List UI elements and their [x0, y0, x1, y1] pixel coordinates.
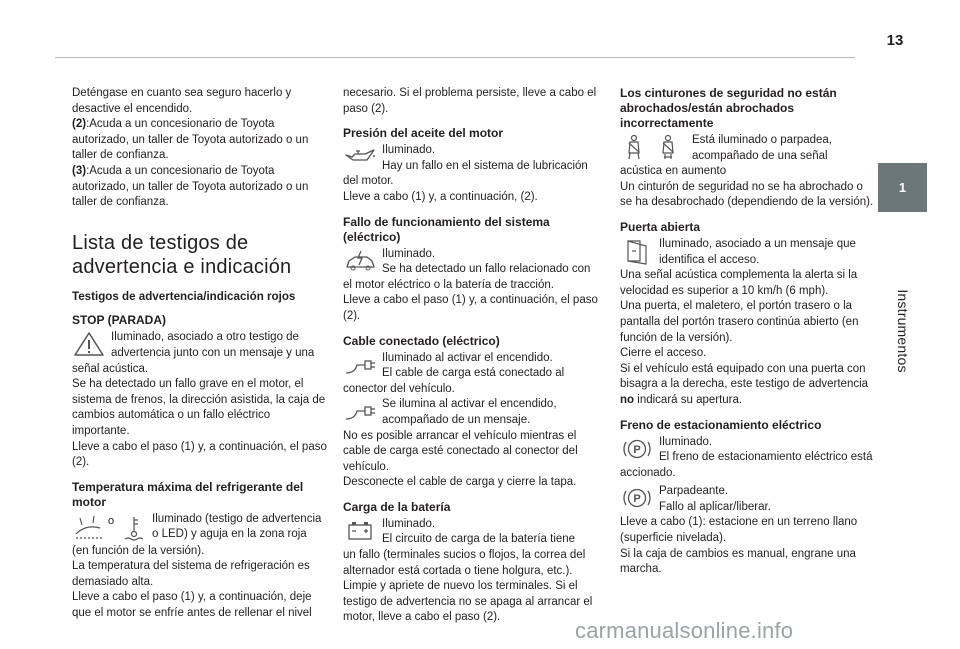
step-3-key: (3) [72, 164, 87, 177]
temp-p3: Lleve a cabo el paso (1) y, a continuación, deje que el motor se enfríe antes de rellenar el nivel [72, 591, 312, 620]
step-3 [72, 164, 328, 211]
elec-p2: Lleve a cabo el paso (1) y, a continuación, el paso (2). [343, 294, 598, 322]
cable-text-2: Se ilumina al activar el encendido, acompañado de un mensaje. [382, 398, 557, 426]
brake-line-2: El freno de estacionamiento eléctrico está [659, 451, 873, 464]
section-tab-number: 1 [898, 180, 907, 195]
temp-entry [72, 512, 328, 544]
svg-text:P: P [633, 443, 641, 456]
belt-entry [620, 133, 878, 164]
oil-can-icon [343, 143, 379, 172]
charging-cable-icon [343, 351, 379, 380]
stop-p2: Se ha detectado un fallo grave en el motor, el sistema de frenos, la dirección asistida, la caja de cambios automática o un fallo eléctrico importante. [72, 378, 326, 437]
step-2-text: :Acuda a un concesionario de Toyota autorizado, un taller de Toyota autorizado o un taller de confianza. [72, 118, 309, 162]
svg-text:P: P [633, 493, 641, 506]
door-text: Iluminado, asociado a un mensaje que identifica el acceso. [659, 237, 856, 266]
temp-text: Iluminado (testigo de advertencia o LED) y aguja en la zona roja [152, 512, 322, 541]
elec-line-2: Se ha detectado un fallo relacionado con [382, 263, 591, 276]
stop-text: Iluminado, asociado a otro testigo de advertencia junto con un mensaje y una [111, 331, 315, 359]
cable-entry [343, 351, 601, 382]
door-open-icon [620, 237, 656, 266]
door-title: Puerta abierta [620, 219, 701, 234]
elec-title: Fallo de funcionamiento del sistema (eléctrico) [343, 214, 550, 244]
coolant-gauge-icon [76, 516, 102, 538]
brake-line-4: Fallo al aplicar/liberar. [659, 500, 771, 513]
battery-icon [343, 517, 379, 546]
temp-rest: (en función de la versión). [72, 544, 205, 557]
section-label [890, 289, 916, 373]
cable-p2: No es posible arrancar el vehículo mientras el cable de carga esté conectado al conector del vehículo. [343, 429, 578, 473]
door-entry [620, 237, 878, 268]
seatbelt-icons [620, 133, 690, 162]
brake-p3: Si la caja de cambios es manual, engrane una marcha. [620, 547, 856, 576]
warning-triangle-icon [72, 330, 108, 359]
seatbelt-icon [663, 136, 673, 160]
battery-rest: un fallo (terminales sucios o flojos, la correa del alternador está cortada o tiene holgura, etc.). [343, 549, 586, 577]
cable-line-2: El cable de carga está conectado al [382, 367, 565, 380]
cable-p3: Desconecte el cable de carga y cierre la tapa. [343, 476, 577, 489]
step-2-key: (2) [72, 118, 87, 131]
temp-p2: La temperatura del sistema de refrigeración es demasiado alta. [72, 560, 310, 588]
oil-line-1: Iluminado. [382, 144, 436, 157]
belt-title: Los cinturones de seguridad no están abrochados/están abrochados incorrectamente [620, 86, 837, 130]
step-3-text: :Acuda a un concesionario de Toyota autorizado, un taller de Toyota autorizado o un taller de confianza. [72, 164, 309, 209]
brake-entry [620, 435, 878, 466]
brake-entry-2 [620, 484, 878, 515]
section-tab[interactable] [878, 163, 927, 212]
elec-entry [343, 247, 601, 278]
page-number: 13 [886, 32, 904, 49]
belt-rest: acústica en aumento [620, 165, 727, 178]
brake-line-1: Iluminado. [659, 435, 713, 448]
brake-title: Freno de estacionamiento eléctrico [620, 417, 822, 432]
column-2 [343, 86, 601, 626]
coolant-thermometer-icon [125, 517, 143, 540]
battery-p2: Limpie y apriete de nuevo los terminales. Si el testigo de advertencia no se apaga al arrancar el motor, lleve a cabo el paso (2). [343, 580, 593, 624]
watermark: carmanualsonline.info [575, 618, 794, 643]
header-rule [55, 57, 855, 58]
stop-p3: Lleve a cabo el paso (1) y, a continuación, el paso (2). [72, 440, 327, 469]
door-rest: Una señal acústica complementa la alerta si la velocidad es superior a 10 km/h (6 mph). [620, 269, 858, 297]
oil-line-2: Hay un fallo en el sistema de lubricación [382, 159, 588, 172]
continuation-text: necesario. Si el problema persiste, lleve a cabo el paso (2). [343, 87, 597, 115]
intro-line: Deténgase en cuanto sea seguro hacerlo y desactive el encendido. [72, 87, 292, 115]
parking-brake-icon [620, 435, 656, 464]
charging-cable-icon [343, 397, 379, 426]
oil-p2: Lleve a cabo (1) y, a continuación, (2). [343, 190, 538, 203]
door-p4 [620, 362, 878, 409]
elec-rest: el motor eléctrico o la batería de tracción. [343, 278, 554, 291]
section-label-text: Instrumentos [895, 289, 911, 373]
stop-title: STOP (PARADA) [72, 313, 167, 328]
coolant-temperature-icons [72, 512, 148, 544]
stop-rest: señal acústica. [72, 362, 149, 375]
seatbelt-icon [629, 136, 639, 160]
battery-line-2: El circuito de carga de la batería tiene [382, 533, 576, 546]
oil-title: Presión del aceite del motor [343, 126, 504, 141]
parking-brake-icon [620, 484, 656, 513]
door-p4-a: Si el vehículo está equipado con una puerta con bisagra a la derecha, este testigo de advertencia [620, 362, 869, 391]
cable-entry-2 [343, 397, 601, 428]
door-p3: Cierre el acceso. [620, 347, 707, 360]
cable-line-1: Iluminado al activar el encendido. [382, 351, 553, 364]
battery-title: Carga de la batería [343, 499, 451, 514]
belt-text: Está iluminado o parpadea, acompañado de una señal [692, 134, 833, 162]
brake-p2: Lleve a cabo (1): estacione en un terreno llano (superficie nivelada). [620, 516, 858, 545]
red-lights-subtitle: Testigos de advertencia/indicación rojos [72, 289, 296, 303]
column-3 [620, 86, 878, 578]
oil-entry [343, 143, 601, 174]
or-text: o [108, 514, 115, 527]
main-title: Lista de testigos de advertencia e indicación [72, 231, 292, 278]
door-p2: Una puerta, el maletero, el portón trasero o la pantalla del portón trasero continúa abierto (en función de la versión). [620, 300, 859, 344]
cable-rest: conector del vehículo. [343, 382, 455, 395]
electric-car-fault-icon [343, 247, 379, 276]
step-2 [72, 117, 328, 164]
brake-line-3: Parpadeante. [659, 485, 729, 498]
brake-rest: accionado. [620, 466, 676, 479]
belt-p2: Un cinturón de seguridad no se ha abrochado o se ha desabrochado (dependiendo de la versión). [620, 180, 874, 209]
battery-line-1: Iluminado. [382, 517, 436, 530]
battery-entry [343, 517, 601, 548]
temp-title: Temperatura máxima del refrigerante del motor [72, 479, 304, 509]
elec-line-1: Iluminado. [382, 247, 436, 260]
stop-entry [72, 330, 328, 361]
door-p4-c: indicará su apertura. [637, 393, 743, 406]
column-1 [72, 86, 328, 622]
door-p4-b: no [620, 393, 635, 406]
oil-rest: del motor. [343, 175, 394, 188]
cable-title: Cable conectado (eléctrico) [343, 333, 500, 348]
